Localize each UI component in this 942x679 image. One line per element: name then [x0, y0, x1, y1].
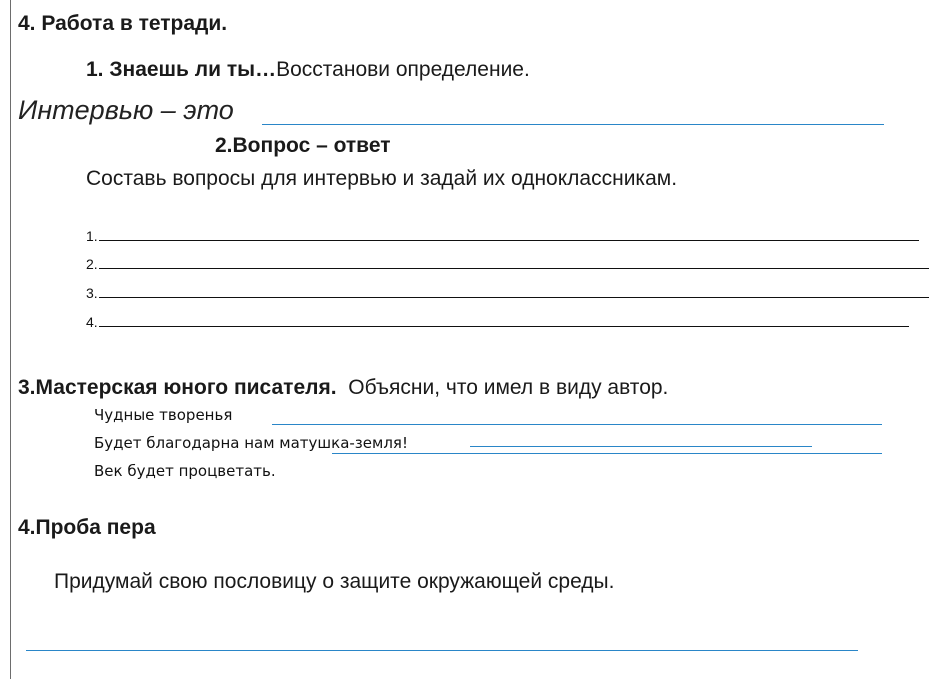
question-rule — [99, 268, 929, 269]
question-line-3[interactable] — [86, 285, 929, 301]
task4-title: 4.Проба пера — [18, 516, 156, 539]
question-line-1[interactable] — [86, 228, 919, 244]
page-left-border — [10, 0, 11, 679]
task2-instruction: Составь вопросы для интервью и задай их одноклассникам. — [86, 167, 678, 190]
quote-1: Чудные творенья — [94, 406, 233, 424]
task1-text: Восстанови определение. — [276, 58, 530, 81]
proverb-answer-line[interactable] — [26, 650, 858, 651]
task1-heading — [86, 58, 530, 82]
question-number: 2. — [86, 256, 98, 272]
task3-bold: 3.Мастерская юного писателя. — [18, 376, 337, 399]
task2-title: 2.Вопрос – ответ — [215, 134, 391, 157]
question-number: 3. — [86, 285, 98, 301]
quote-2: Будет благодарна нам матушка-земля! — [94, 434, 408, 452]
question-number: 4. — [86, 314, 98, 330]
question-number: 1. — [86, 228, 98, 244]
quote-3: Век будет процветать. — [94, 462, 276, 480]
quote-1-answer-line[interactable] — [272, 424, 882, 425]
question-rule — [99, 240, 919, 241]
question-rule — [99, 326, 909, 327]
definition-answer-line[interactable] — [262, 124, 884, 125]
section-title: 4. Работа в тетради. — [18, 12, 228, 35]
question-line-2[interactable] — [86, 256, 929, 272]
task3-heading — [18, 376, 668, 400]
quote-2-answer-line[interactable] — [332, 453, 882, 454]
quote-2-answer-line-upper[interactable] — [470, 446, 812, 447]
task1-bold: 1. Знаешь ли ты… — [86, 58, 277, 81]
question-rule — [99, 297, 929, 298]
question-line-4[interactable] — [86, 314, 909, 330]
task4-instruction: Придумай свою пословицу о защите окружающей среды. — [54, 570, 615, 593]
definition-prompt: Интервью – это — [18, 95, 234, 125]
task3-text: Объясни, что имел в виду автор. — [348, 376, 669, 399]
